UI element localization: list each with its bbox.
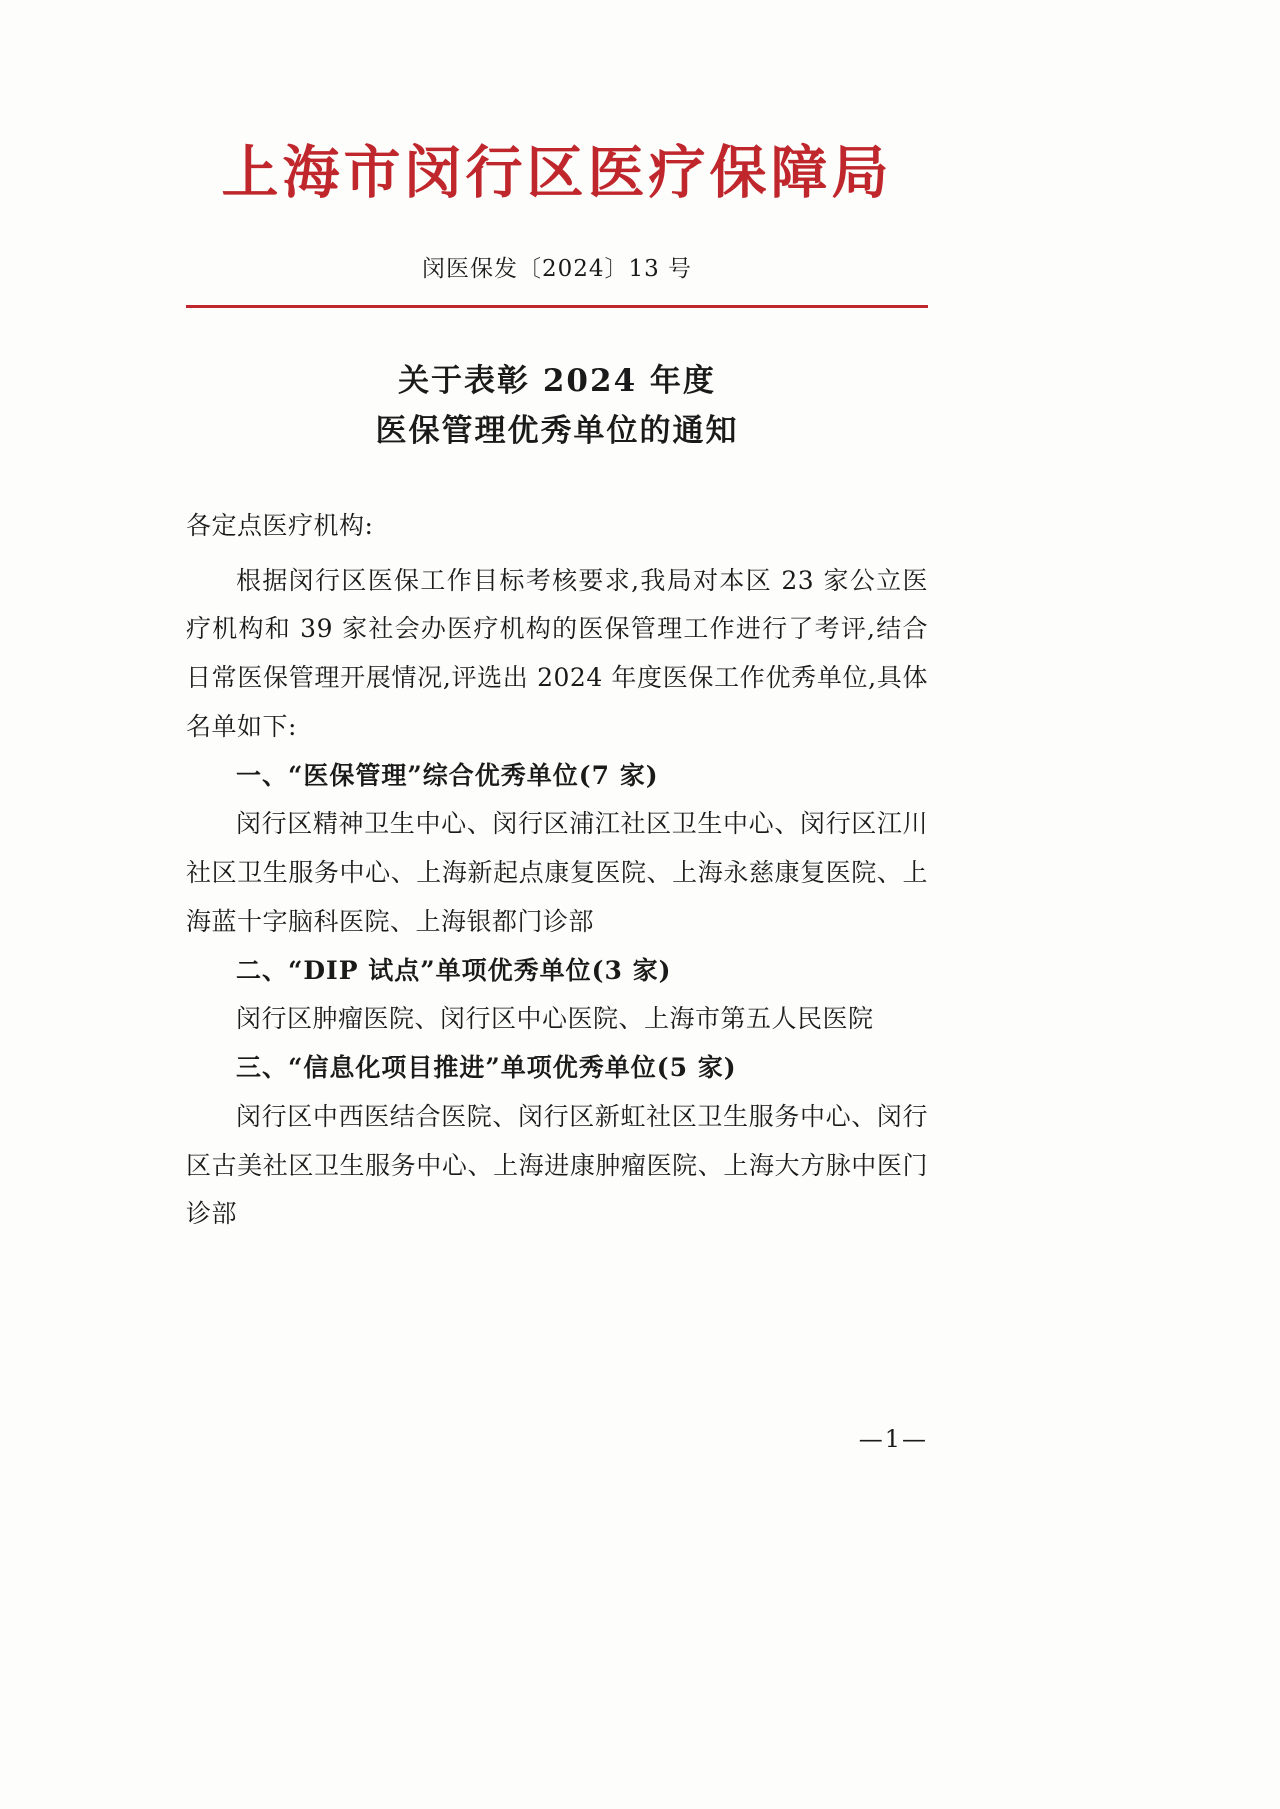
section-heading-3: 三、“信息化项目推进”单项优秀单位(5 家) xyxy=(236,1053,737,1083)
issuing-authority-masthead: 上海市闵行区医疗保障局 xyxy=(221,139,893,206)
intro-paragraph: 根据闵行区医保工作目标考核要求,我局对本区 23 家公立医疗机构和 39 家社会办医疗机构的医保管理工作进行了考评,结合日常医保管理开展情况,评选出 2024 年度医保工作优秀单位,具体名单如下: xyxy=(186,565,928,741)
section-heading-2: 二、“DIP 试点”单项优秀单位(3 家) xyxy=(236,955,672,985)
section-body-2: 闵行区肿瘤医院、闵行区中心医院、上海市第五人民医院 xyxy=(236,1004,874,1034)
red-divider-rule xyxy=(186,305,928,308)
document-body xyxy=(186,502,928,1239)
document-number: 闵医保发〔2024〕13 号 xyxy=(421,255,693,282)
section-heading-1: 一、“医保管理”综合优秀单位(7 家) xyxy=(236,760,659,790)
section-body-3: 闵行区中西医结合医院、闵行区新虹社区卫生服务中心、闵行区古美社区卫生服务中心、上海进康肿瘤医院、上海大方脉中医门诊部 xyxy=(186,1101,928,1229)
title-line-2: 医保管理优秀单位的通知 xyxy=(375,412,739,449)
salutation: 各定点医疗机构: xyxy=(186,510,374,540)
section-body-1: 闵行区精神卫生中心、闵行区浦江社区卫生中心、闵行区江川社区卫生服务中心、上海新起点康复医院、上海永慈康复医院、上海蓝十字脑科医院、上海银都门诊部 xyxy=(186,809,928,936)
document-content xyxy=(186,0,928,1453)
page-number: —1— xyxy=(858,1425,928,1453)
page-title xyxy=(186,356,928,456)
title-line-1: 关于表彰 2024 年度 xyxy=(398,362,716,399)
